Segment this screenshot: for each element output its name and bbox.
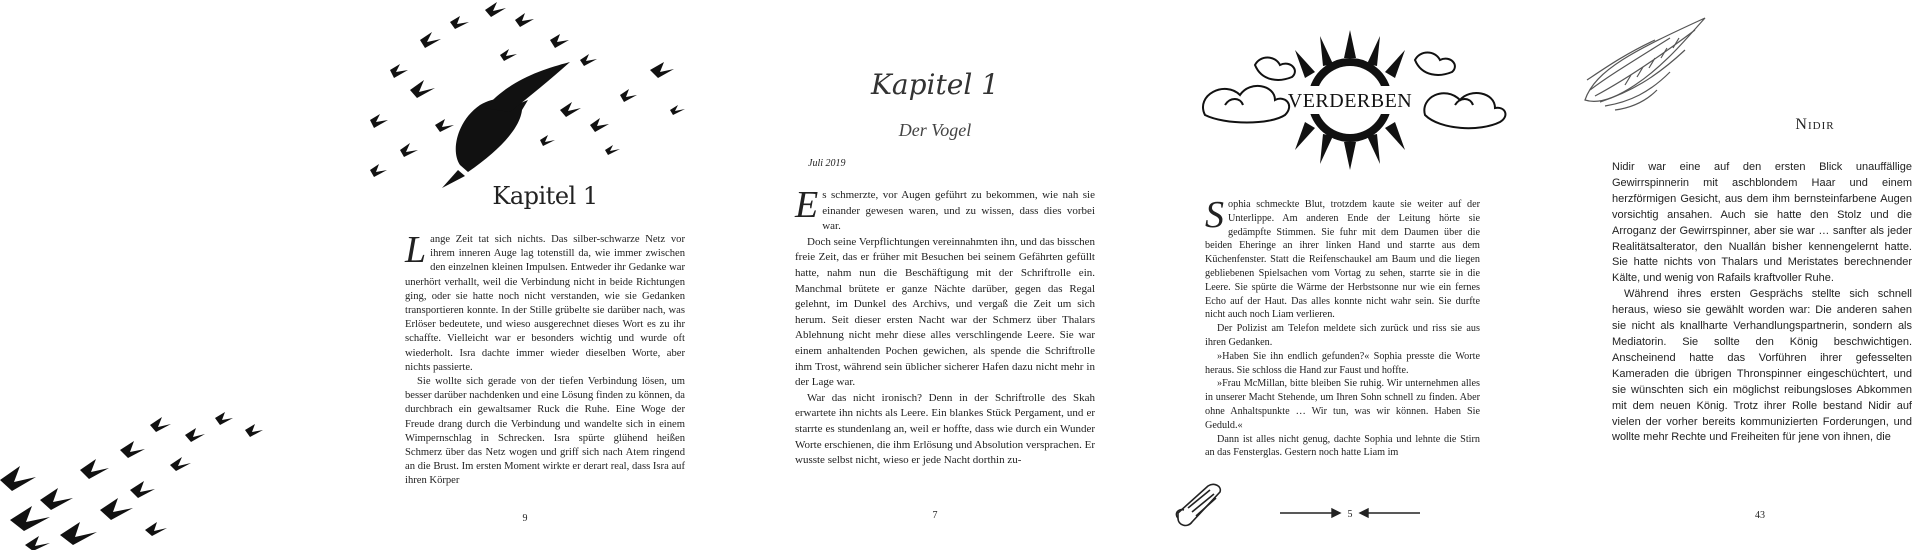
book-page-1: [0, 0, 700, 550]
emblem-title: VERDERBEN: [1287, 90, 1413, 112]
page-4-body-text: [1612, 160, 1912, 446]
chapter-subtitle: Der Vogel: [898, 120, 972, 140]
paragraph: Sie wollte sich gerade von der tiefen Verbindung lösen, um besser darüber nachdenken und eine Lösung finden zu können, da durchbrach ein gewaltsamer Ruck die Ruhe. Eine Woge der Freude drang durch die Verbindung und wandelte sich in einem Wimpernschlag in Schrecken. Isra spürte glühend heißen Schmerz über das Netz wogen und griff sich nach Atem ringend an die Brust. Im ersten Moment wirkte er derart real, dass Isra auf ihren Körper: [405, 376, 685, 487]
chapter-date: Juli 2019: [808, 158, 846, 169]
paragraph: Lange Zeit tat sich nichts. Das silber-schwarze Netz vor ihrem inneren Auge lag totenstill da, wie immer zwischen den einzelnen kleinen Impulsen. Entweder ihr Gedanke war unerhört verhallt, weil die Verbindung nicht in beide Richtungen ging, oder sie hatte noch nicht verstanden, wie sie Gedanken transportieren konnte. In der Stille grübelte sie darüber nach, was Erlöser bedeutete, und wieso ausgerechnet dieses Wort es zu ihr schaffte. Vielleicht war er besonders wichtig und wurde oft wiederholt. Isra dachte immer wieder dieselben Worte, aber nichts passierte.: [405, 229, 685, 373]
drop-cap: L: [405, 229, 427, 271]
drop-cap: E: [795, 184, 819, 226]
paragraph: Es schmerzte, vor Augen geführt zu bekommen, wie nah sie einander gewesen waren, und zu wissen, dass dies vorbei war.: [795, 184, 1095, 233]
paragraph: Doch seine Verpflichtungen vereinnahmten ihn, und das bisschen freie Zeit, das er früher mit Besuchen bei seinem Gefährten gefüllt hatte, nahm nun die Beschäftigung mit der Schriftrolle ein. Manchmal brütete er ganze Nächte darüber, gegen das Regal gelehnt, im Dunkel des Archivs, und vergaß die Zeit um sich herum. Seit dieser ersten Nacht war der Schmerz über Thalars Ablehnung nicht mehr diese alles verschlingende Leere. Sie war einem anhaltenden Pochen gewichen, als spende die Schriftrolle ihm Trost, während sein üblicher sicherer Hafen dazu nicht mehr in der Lage war.: [795, 235, 1095, 389]
book-page-3: [1160, 0, 1580, 550]
arrow-ornament-icon: [1270, 506, 1430, 520]
paragraph: Dann ist alles nicht genug, dachte Sophia und lehnte die Stirn an das Fensterglas. Gestern noch hatte Liam im: [1205, 433, 1480, 459]
page-number: 43: [1755, 510, 1765, 521]
paragraph: Sophia schmeckte Blut, trotzdem kaute sie weiter auf der Unterlippe. Am anderen Ende der Leitung hörte sie gedämpfte Stimmen. Sie fuhr mit dem Daumen über die beiden Eheringe an ihrer linken Hand und starrte aus dem Küchenfenster. Statt die Reifenschaukel am Baum und die liegen gebliebenen Spielsachen vom Vortag zu sehen, starrte sie in die Leere. Sie spürte die Wärme der Herbstsonne nur wie ein fernes Echo auf der Haut. Das alles konnte nicht wahr sein. Sie durfte nicht auch noch Liam verlieren.: [1205, 194, 1480, 321]
chapter-title: Kapitel 1: [492, 182, 598, 210]
page-number-ornament: [1270, 506, 1430, 520]
paragraph: War das nicht ironisch? Denn in der Schriftrolle des Skah erwartete ihn nichts als Leere. Ein blankes Stück Pergament, und er starrte es stundenlang an, weil er hoffte, dass wie durch ein Wunder Worte erschienen, die ihm Erlösung und Absolution versprachen. Er wusste selbst nicht, wieso er jede Nacht dorthin zu-: [795, 391, 1095, 467]
sun-emblem-illustration: [1185, 20, 1515, 170]
page-number: 9: [522, 513, 528, 524]
drop-cap: S: [1205, 194, 1224, 236]
paragraph: Der Polizist am Telefon meldete sich zurück und riss sie aus ihren Gedanken.: [1205, 323, 1480, 348]
paragraph: »Haben Sie ihn endlich gefunden?« Sophia presste die Worte heraus. Sie schloss die Hand zur Faust und hoffte.: [1205, 350, 1480, 376]
angel-wing-illustration: [1575, 10, 1715, 120]
page-number: 5: [1347, 509, 1353, 520]
chapter-title: Kapitel 1: [871, 68, 999, 101]
section-title: Nidir: [1795, 116, 1835, 133]
bird-flock-illustration: [350, 0, 695, 200]
page-1-body-text: [405, 229, 685, 489]
paragraph: Nidir war eine auf den ersten Blick unauffällige Gewirrspinnerin mit aschblondem Haar und einem herzförmigen Gesicht, aus dem ihm bernsteinfarbene Augen vorsichtig ansahen. Auch sie hatte den Stolz und die Arroganz der Gewirrspinner, aber sie war … sanfter als jeder Realitätsalterator, den Nuallán bisher kennengelernt hatte. Sie hatte nichts von Thalars und Meristates berechnender Kälte, und wenig von Rafails kraftvoller Ruhe.: [1612, 161, 1912, 285]
page-2-body-text: [795, 184, 1095, 469]
paragraph: Während ihres ersten Gesprächs stellte sich schnell heraus, wieso sie gewählt worden war: Die anderen sahen sie nicht als knallharte Verhandlungspartnerin, sondern als Mediatorin. Sie sollte den König beschwichtigen. Anscheinend hatte das Vorführen ihrer gefesselten Kameraden die übrigen Thronspinner eingeschüchtert, und sie wünschten sich ein möglichst reibungsloses Abkommen mit dem neuen König. Trotz ihrer Rolle bestand Nidir auf vielen der vorher bereits kommunizierten Forderungen, und wollte mehr Rechte und Freiheiten für jene von ihnen, die: [1612, 288, 1912, 444]
crow-flock-illustration: [0, 410, 270, 550]
scroll-icon: [1170, 478, 1230, 533]
book-page-4: [1560, 0, 1920, 550]
page-number: 7: [932, 510, 938, 521]
book-page-2: [705, 0, 1110, 550]
page-3-body-text: [1205, 194, 1480, 460]
paragraph: »Frau McMillan, bitte bleiben Sie ruhig. Wir unternehmen alles in unserer Macht Stehende, um Ihren Sohn schnell zu finden. Aber ohne Anhaltspunkte … Wir tun, was wir können. Haben Sie Geduld.«: [1205, 378, 1480, 431]
